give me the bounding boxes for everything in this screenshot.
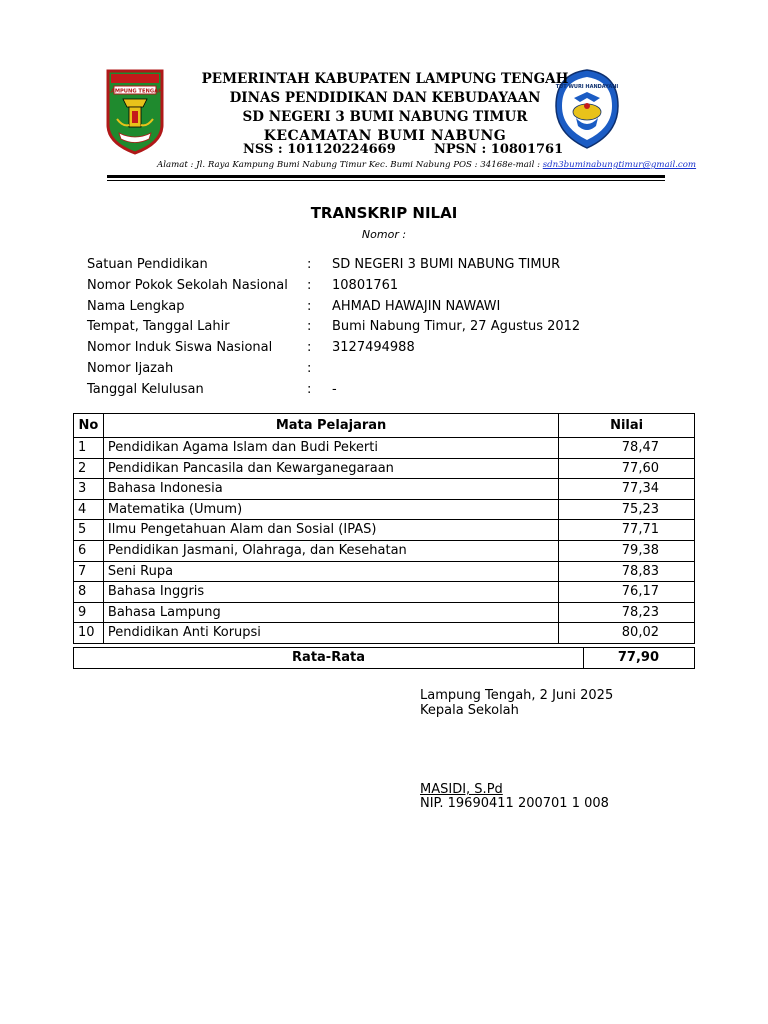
row-score: 78,23	[559, 602, 695, 623]
table-row	[74, 582, 695, 603]
identity-row	[87, 380, 647, 401]
table-row	[74, 602, 695, 623]
letterhead-block	[170, 70, 600, 146]
row-score: 80,02	[559, 623, 695, 644]
letterhead-divider-thin	[107, 180, 665, 181]
average-value: 77,90	[584, 648, 695, 669]
identity-colon: :	[307, 360, 312, 376]
letterhead-school: SD NEGERI 3 BUMI NABUNG TIMUR	[242, 109, 528, 125]
grades-table	[73, 413, 695, 644]
row-subject: Seni Rupa	[103, 561, 558, 582]
svg-text:TUT WURI HANDAYANI: TUT WURI HANDAYANI	[555, 84, 619, 90]
row-no: 6	[74, 540, 104, 561]
row-subject: Pendidikan Agama Islam dan Budi Pekerti	[103, 438, 558, 459]
svg-text:LAMPUNG TENGAH: LAMPUNG TENGAH	[107, 88, 163, 95]
letterhead-divider-thick	[107, 175, 665, 178]
identity-value: 10801761	[332, 277, 399, 293]
identity-label: Satuan Pendidikan	[87, 257, 208, 272]
row-score: 78,47	[559, 438, 695, 459]
row-no: 8	[74, 582, 104, 603]
identity-value: AHMAD HAWAJIN NAWAWI	[332, 298, 501, 314]
identity-value: -	[332, 381, 337, 397]
row-subject: Bahasa Lampung	[103, 602, 558, 623]
document-number-label: Nomor :	[361, 228, 407, 241]
table-row	[74, 623, 695, 644]
identity-label: Nomor Ijazah	[87, 360, 174, 376]
identity-label: Nama Lengkap	[87, 298, 185, 314]
table-row	[74, 438, 695, 459]
signature-name: MASIDI, S.Pd	[420, 782, 503, 797]
identity-colon: :	[307, 381, 312, 397]
signature-position: Kepala Sekolah	[420, 703, 519, 718]
identity-row	[87, 359, 647, 380]
document-number	[0, 228, 768, 241]
row-score: 78,83	[559, 561, 695, 582]
row-no: 9	[74, 602, 104, 623]
row-subject: Matematika (Umum)	[103, 499, 558, 520]
identity-colon: :	[307, 319, 312, 335]
row-score: 76,17	[559, 582, 695, 603]
row-subject: Bahasa Indonesia	[103, 479, 558, 500]
identity-row	[87, 338, 647, 359]
row-no: 1	[74, 438, 104, 459]
row-score: 77,34	[559, 479, 695, 500]
table-row	[74, 520, 695, 541]
row-subject: Ilmu Pengetahuan Alam dan Sosial (IPAS)	[103, 520, 558, 541]
lampung-tengah-crest-icon	[105, 69, 165, 155]
table-row	[74, 458, 695, 479]
identity-colon: :	[307, 277, 312, 293]
header-subject: Mata Pelajaran	[103, 414, 558, 438]
row-no: 4	[74, 499, 104, 520]
identity-label: Tanggal Kelulusan	[87, 381, 204, 397]
row-score: 77,60	[559, 458, 695, 479]
row-score: 79,38	[559, 540, 695, 561]
address-text: Alamat : Jl. Raya Kampung Bumi Nabung Timur Kec. Bumi Nabung POS : 34168e-mail :	[157, 160, 543, 170]
identity-value: Bumi Nabung Timur, 27 Agustus 2012	[332, 319, 581, 335]
identity-label: Nomor Induk Siswa Nasional	[87, 340, 273, 356]
signature-nip: NIP. 19690411 200701 1 008	[420, 796, 609, 811]
identity-colon: :	[307, 340, 312, 356]
row-subject: Pendidikan Anti Korupsi	[103, 623, 558, 644]
identity-row	[87, 276, 647, 297]
row-score: 75,23	[559, 499, 695, 520]
average-table	[73, 647, 695, 669]
student-identity	[87, 255, 647, 401]
table-row	[74, 561, 695, 582]
identity-row	[87, 297, 647, 318]
row-no: 5	[74, 520, 104, 541]
row-subject: Bahasa Inggris	[103, 582, 558, 603]
header-no: No	[74, 414, 104, 438]
letterhead-government: PEMERINTAH KABUPATEN LAMPUNG TENGAH	[201, 71, 569, 87]
average-label: Rata-Rata	[74, 648, 584, 669]
identity-value: SD NEGERI 3 BUMI NABUNG TIMUR	[332, 257, 561, 272]
letterhead-department: DINAS PENDIDIKAN DAN KEBUDAYAAN	[229, 90, 541, 106]
identity-label: Nomor Pokok Sekolah Nasional	[87, 277, 288, 293]
identity-value: 3127494988	[332, 340, 415, 356]
row-subject: Pendidikan Jasmani, Olahraga, dan Kesehatan	[103, 540, 558, 561]
table-row	[74, 479, 695, 500]
row-no: 7	[74, 561, 104, 582]
header-score: Nilai	[559, 414, 695, 438]
letterhead-nss: NSS : 101120224669	[243, 142, 396, 157]
row-no: 3	[74, 479, 104, 500]
table-header-row	[74, 414, 695, 438]
email-link[interactable]: sdn3buminabungtimur@gmail.com	[542, 160, 697, 170]
signature-place-date: Lampung Tengah, 2 Juni 2025	[420, 688, 614, 703]
identity-row	[87, 255, 647, 276]
identity-colon: :	[307, 257, 312, 272]
average-row	[74, 648, 695, 669]
document-title: TRANSKRIP NILAI	[310, 204, 458, 222]
row-no: 2	[74, 458, 104, 479]
identity-colon: :	[307, 298, 312, 314]
row-no: 10	[74, 623, 104, 644]
table-row	[74, 499, 695, 520]
letterhead-npsn: NPSN : 10801761	[434, 142, 564, 157]
identity-row	[87, 317, 647, 338]
table-row	[74, 540, 695, 561]
letterhead-address	[157, 160, 697, 170]
identity-label: Tempat, Tanggal Lahir	[87, 319, 230, 335]
letterhead-district: KECAMATAN BUMI NABUNG	[263, 128, 507, 144]
row-score: 77,71	[559, 520, 695, 541]
row-subject: Pendidikan Pancasila dan Kewarganegaraan	[103, 458, 558, 479]
